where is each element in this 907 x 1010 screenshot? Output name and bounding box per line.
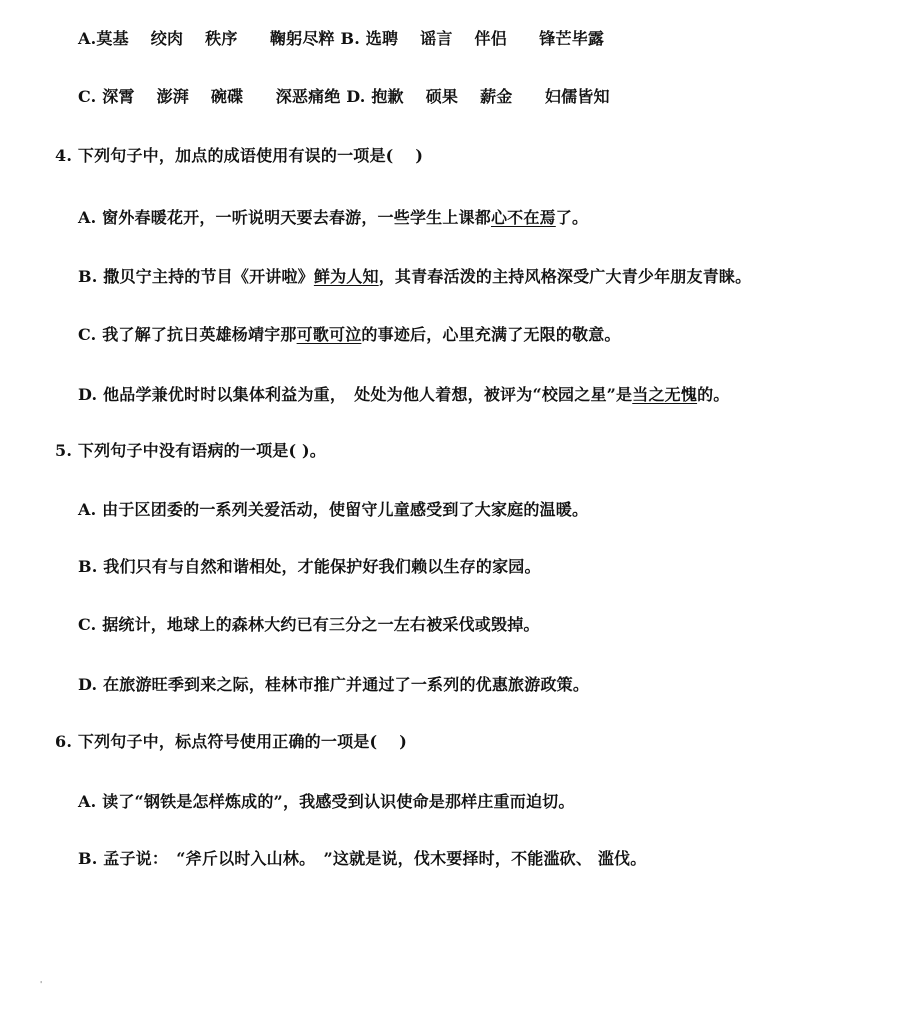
underlined-idiom: 鲜为人知 [313,267,379,286]
option-text: 了。 [555,208,589,227]
underlined-idiom: 可歌可泣 [296,325,362,344]
option-text: 的。 [697,385,730,404]
underlined-idiom: 心不在焉 [490,208,556,227]
question-5-option-d: D. 在旅游旺季到来之际，桂林市推广并通过了一系列的优惠旅游政策。 [78,675,590,694]
option-text: D. 他品学兼优时时以集体利益为重， 处处为他人着想，被评为“校园之星”是 [78,385,633,404]
underlined-idiom: 当之无愧 [632,385,698,404]
page-footer-mark: ' [40,980,43,989]
question-4-option-d [78,384,729,406]
option-text: B. 撒贝宁主持的节目《开讲啦》 [78,267,314,286]
question-6-stem: 6. 下列句子中，标点符号使用正确的一项是( ) [55,732,407,751]
option-text: ，其青春活泼的主持风格深受广大青少年朋友青睐。 [378,267,752,286]
q3-option-line-2: C. 深霄 澎湃 碗碟 深恶痛绝 D. 抱歉 硕果 薪金 妇儒皆知 [78,87,610,106]
question-5-option-c: C. 据统计，地球上的森林大约已有三分之一左右被采伐或毁掉。 [78,615,540,634]
question-4-option-c [78,324,621,346]
option-text: 的事迹后，心里充满了无限的敬意。 [361,325,621,344]
question-4-option-a [78,207,588,229]
q3-option-line-1: A.莫基 绞肉 秩序 鞠躬尽粹 B. 选聘 谣言 伴侣 锋芒毕露 [78,29,605,48]
question-5-option-a: A. 由于区团委的一系列关爱活动，使留守儿童感受到了大家庭的温暖。 [78,500,589,519]
question-4-stem: 4. 下列句子中，加点的成语使用有误的一项是( ) [55,146,424,165]
option-text: A. 窗外春暖花开，一听说明天要去春游，一些学生上课都 [78,208,491,227]
question-6-option-b: B. 孟子说： “斧斤以时入山林。 ”这就是说，伐木要择时，不能滥砍、 滥伐。 [78,849,647,868]
option-text: C. 我了解了抗日英雄杨靖宇那 [78,325,297,344]
question-6-option-a: A. 读了“钢铁是怎样炼成的”，我感受到认识使命是那样庄重而迫切。 [78,792,575,811]
question-4-option-b [78,266,751,288]
question-5-stem: 5. 下列句子中没有语病的一项是( )。 [55,441,326,460]
question-5-option-b: B. 我们只有与自然和谐相处，才能保护好我们赖以生存的家园。 [78,557,541,576]
